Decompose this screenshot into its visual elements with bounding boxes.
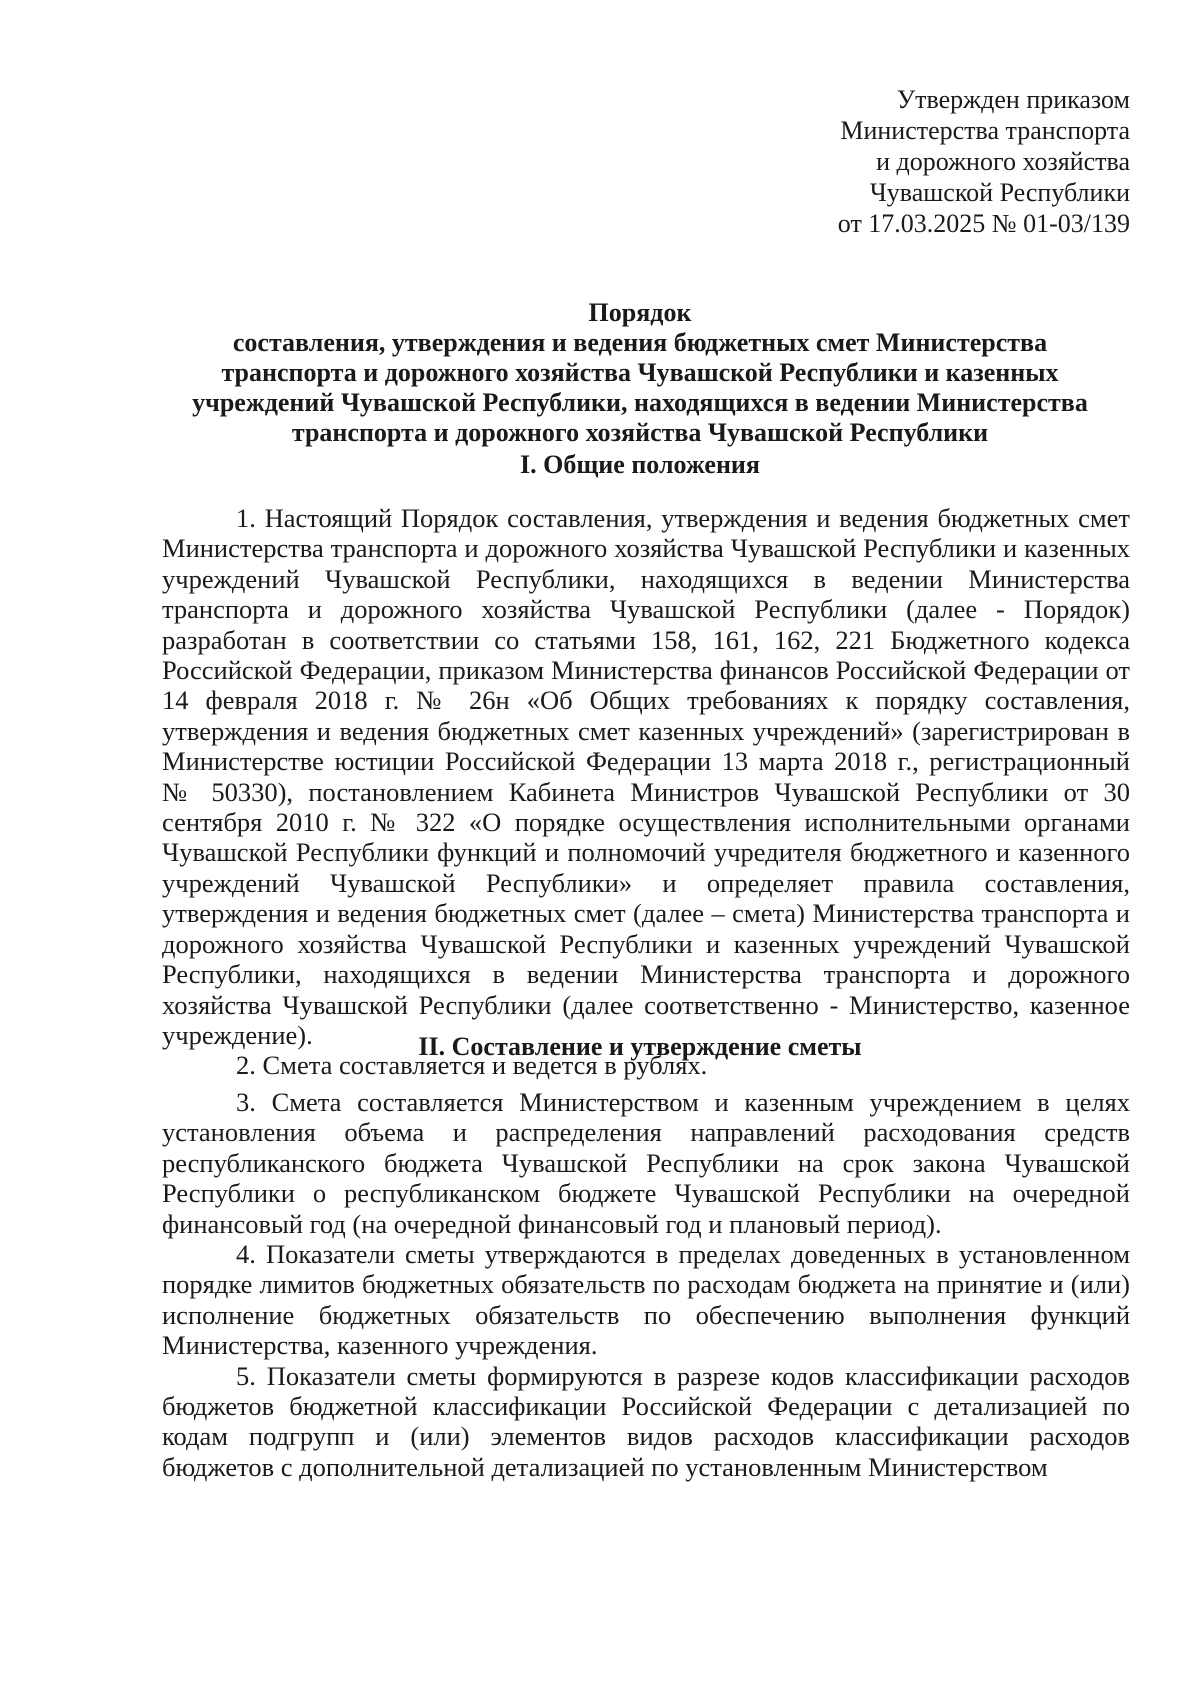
paragraph: 3. Смета составляется Министерством и казенным учреждением в целях установления объема и распределения направлений расходования средств республиканского бюджета Чувашской Республики на срок закона Чувашской Республики о республиканском бюджете Чувашской Республики на очередной финансовый год (на очередной финансовый год и плановый период). [162,1087,1130,1239]
document-title [150,298,1130,448]
title-line: составления, утверждения и ведения бюджетных смет Министерства [232,328,1048,357]
section-heading-compilation: II. Составление и утверждение сметы [418,1032,862,1061]
approval-line: Министерства транспорта [840,116,1130,145]
title-line: учреждений Чувашской Республики, находящихся в ведении Министерства [192,388,1088,417]
paragraph: 5. Показатели сметы формируются в разрезе кодов классификации расходов бюджетов бюджетной классификации Российской Федерации с детализацией по кодам подгрупп и (или) элементов видов расходов классификации расходов бюджетов с дополнительной детализацией по установленным Министерством [162,1360,1130,1482]
approval-line: от 17.03.2025 № 01-03/139 [837,209,1130,238]
approval-line: и дорожного хозяйства [876,147,1130,176]
section-compilation-body [162,1087,1130,1482]
approval-line: Утвержден приказом [896,85,1130,114]
title-heading: Порядок [588,298,692,327]
title-line: транспорта и дорожного хозяйства Чувашской Республики [291,418,989,447]
title-line: транспорта и дорожного хозяйства Чувашской Республики и казенных [221,358,1059,387]
paragraph: 4. Показатели сметы утверждаются в пределах доведенных в установленном порядке лимитов бюджетных обязательств по расходам бюджета на принятие и (или) исполнение бюджетных обязательств по обеспечению выполнения функций Министерства, казенного учреждения. [162,1239,1130,1361]
section-heading-general: I. Общие положения [520,450,760,479]
approval-stamp [700,84,1130,239]
approval-line: Чувашской Республики [869,178,1130,207]
section-general-body [162,503,1130,1081]
paragraph: 1. Настоящий Порядок составления, утверждения и ведения бюджетных смет Министерства транспорта и дорожного хозяйства Чувашской Республики и казенных учреждений Чувашской Республики, находящихся в ведении Министерства транспорта и дорожного хозяйства Чувашской Республики (далее - Порядок) разработан в соответствии со статьями 158, 161, 162, 221 Бюджетного кодекса Российской Федерации, приказом Министерства финансов Российской Федерации от 14 февраля 2018 г. № 26н «Об Общих требованиях к порядку составления, утверждения и ведения бюджетных смет казенных учреждений» (зарегистрирован в Министерстве юстиции Российской Федерации 13 марта 2018 г., регистрационный № 50330), постановлением Кабинета Министров Чувашской Республики от 30 сентября 2010 г. № 322 «О порядке осуществления исполнительными органами Чувашской Республики функций и полномочий учредителя бюджетного и казенного учреждений Чувашской Республики» и определяет правила составления, утверждения и ведения бюджетных смет (далее – смета) Министерства транспорта и дорожного хозяйства Чувашской Республики и казенных учреждений Чувашской Республики, находящихся в ведении Министерства транспорта и дорожного хозяйства Чувашской Республики (далее соответственно - Министерство, казенное учреждение). [162,503,1130,1050]
paragraph: 2. Смета составляется и ведется в рублях. [236,1050,708,1081]
